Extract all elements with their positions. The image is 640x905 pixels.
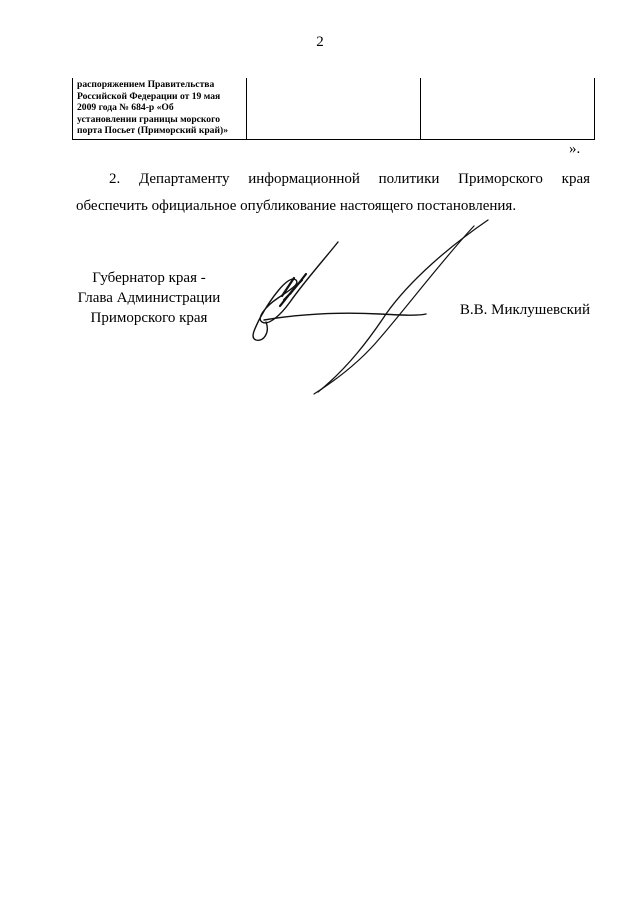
- reference-line: распоряжением Правительства: [77, 79, 215, 90]
- reference-line: порта Посьет (Приморский край)»: [77, 125, 228, 137]
- paragraph-item-2: 2. Департаменту информационной политики Приморского края обеспечить официальное опубликование настоящего постановления.: [76, 171, 590, 214]
- table-cell-empty: [421, 78, 595, 139]
- signer-title-line: Губернатор края -: [92, 270, 206, 286]
- signer-name: В.В. Миклушевский: [459, 302, 590, 318]
- signature-stroke: [253, 242, 338, 340]
- closing-quote: ».: [569, 141, 581, 157]
- signature-stroke: [280, 274, 306, 306]
- table-cell-document-reference: [73, 78, 247, 139]
- signer-title: [64, 268, 234, 328]
- signer-title-line: Глава Администрации: [77, 290, 221, 306]
- table-row: [73, 78, 595, 139]
- table-cell-empty: [247, 78, 421, 139]
- signer-title-line: Приморского края: [90, 310, 208, 326]
- page-number: 2: [316, 34, 324, 50]
- continuation-table: [72, 78, 595, 140]
- reference-line: 2009 года № 684-р «Об: [77, 102, 174, 114]
- reference-line: установлении границы морского: [77, 113, 221, 125]
- signature-stroke: [264, 313, 426, 320]
- reference-line: Российской Федерации от 19 мая: [77, 90, 221, 102]
